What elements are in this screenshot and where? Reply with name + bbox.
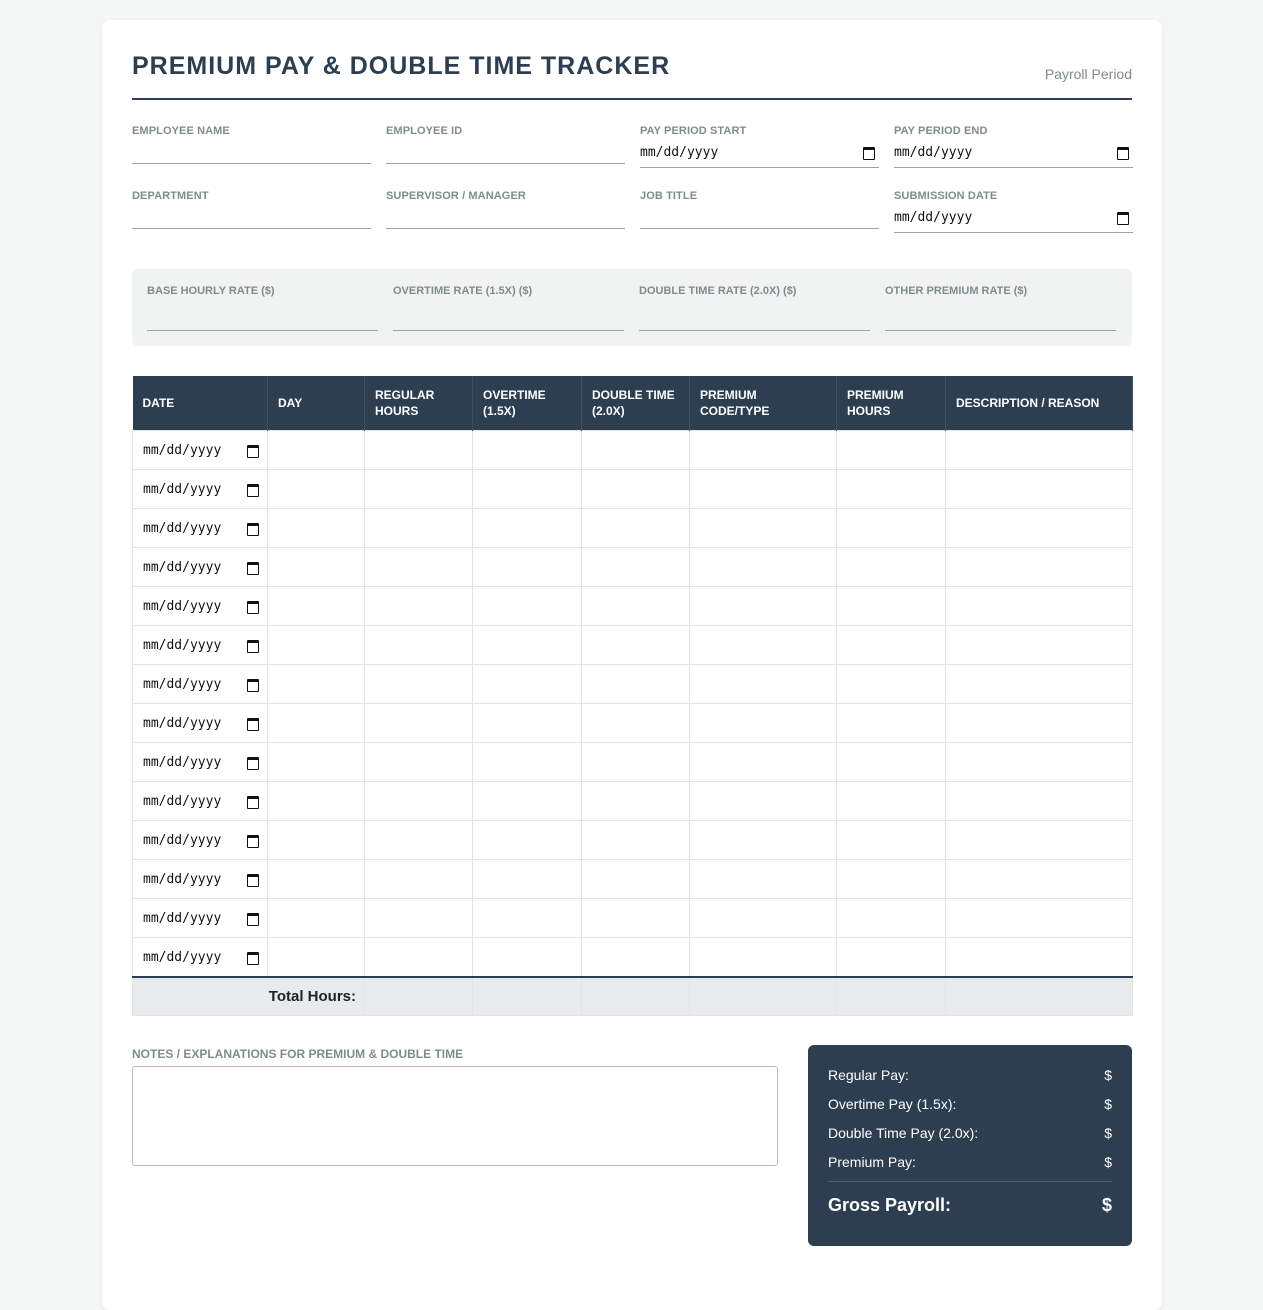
notes-label: NOTES / EXPLANATIONS FOR PREMIUM & DOUBLE TIME	[132, 1047, 464, 1061]
premium-code-cell[interactable]	[690, 587, 837, 626]
table-row	[133, 509, 1133, 548]
premium-hours-cell[interactable]	[837, 431, 946, 470]
table-row	[133, 431, 1133, 470]
day-cell[interactable]	[268, 821, 365, 860]
regular-pay-label: Regular Pay:	[828, 1067, 909, 1083]
calendar-icon[interactable]	[247, 796, 259, 809]
premium-hours-cell[interactable]	[837, 587, 946, 626]
table-row	[133, 548, 1133, 587]
premium-code-cell[interactable]	[690, 509, 837, 548]
employee-name-input[interactable]	[132, 163, 371, 164]
double-time-rate-input[interactable]	[639, 330, 870, 331]
overtime-rate-field[interactable]	[393, 285, 624, 297]
calendar-icon[interactable]	[247, 952, 259, 965]
total-double-time-hours	[582, 977, 690, 1016]
premium-hours-cell[interactable]	[837, 665, 946, 704]
calendar-icon[interactable]	[247, 913, 259, 926]
calendar-icon[interactable]	[247, 757, 259, 770]
date-cell[interactable]	[133, 782, 268, 821]
premium-hours-cell[interactable]	[837, 743, 946, 782]
overtime-hours-cell[interactable]	[473, 938, 582, 978]
description-cell[interactable]	[946, 899, 1133, 938]
total-premium-hours	[837, 977, 946, 1016]
table-row	[133, 860, 1133, 899]
employee-id-input[interactable]	[386, 163, 625, 164]
premium-hours-cell[interactable]	[837, 821, 946, 860]
col-header-regular-hours: REGULAR HOURS	[365, 376, 473, 431]
employee-id-field[interactable]	[386, 125, 625, 137]
overtime-pay-value: $	[1104, 1096, 1112, 1112]
payroll-period-label: Payroll Period	[1044, 66, 1132, 82]
double-time-hours-cell[interactable]	[582, 665, 690, 704]
col-header-premium-code: PREMIUM CODE/TYPE	[690, 376, 837, 431]
col-header-overtime: OVERTIME (1.5X)	[473, 376, 582, 431]
date-cell[interactable]	[133, 704, 268, 743]
day-cell[interactable]	[268, 938, 365, 978]
rates-panel	[132, 269, 1132, 346]
date-input-value: mm/dd/yyyy	[143, 911, 222, 926]
date-cell[interactable]	[133, 665, 268, 704]
table-row	[133, 704, 1133, 743]
employee-name-field[interactable]	[132, 125, 371, 137]
date-cell[interactable]	[133, 899, 268, 938]
premium-code-cell[interactable]	[690, 470, 837, 509]
description-cell[interactable]	[946, 821, 1133, 860]
department-field[interactable]	[132, 190, 371, 202]
regular-hours-cell[interactable]	[365, 704, 473, 743]
double-time-hours-cell[interactable]	[582, 938, 690, 978]
description-cell[interactable]	[946, 743, 1133, 782]
table-header-row	[133, 376, 1133, 431]
description-cell[interactable]	[946, 704, 1133, 743]
job-title-label: JOB TITLE	[640, 190, 698, 202]
double-time-hours-cell[interactable]	[582, 860, 690, 899]
description-cell[interactable]	[946, 431, 1133, 470]
submission-date-field[interactable]	[894, 190, 1133, 225]
pay-period-end-field[interactable]	[894, 125, 1133, 160]
premium-code-cell[interactable]	[690, 821, 837, 860]
premium-code-cell[interactable]	[690, 782, 837, 821]
date-cell[interactable]	[133, 626, 268, 665]
premium-code-cell[interactable]	[690, 704, 837, 743]
date-input-value: mm/dd/yyyy	[143, 794, 222, 809]
description-cell[interactable]	[946, 860, 1133, 899]
day-cell[interactable]	[268, 860, 365, 899]
col-header-date: DATE	[133, 376, 268, 431]
table-row	[133, 899, 1133, 938]
premium-code-cell[interactable]	[690, 860, 837, 899]
col-header-description: DESCRIPTION / REASON	[946, 376, 1133, 431]
date-input-value: mm/dd/yyyy	[143, 677, 222, 692]
description-cell[interactable]	[946, 548, 1133, 587]
date-input-value: mm/dd/yyyy	[143, 482, 222, 497]
form-header	[132, 50, 1132, 100]
date-cell[interactable]	[133, 431, 268, 470]
overtime-hours-cell[interactable]	[473, 431, 582, 470]
description-cell[interactable]	[946, 938, 1133, 978]
submission-date-value: mm/dd/yyyy	[894, 210, 973, 225]
double-time-hours-cell[interactable]	[582, 743, 690, 782]
overtime-hours-cell[interactable]	[473, 821, 582, 860]
calendar-icon[interactable]	[247, 562, 259, 575]
regular-hours-cell[interactable]	[365, 548, 473, 587]
date-cell[interactable]	[133, 587, 268, 626]
double-time-hours-cell[interactable]	[582, 548, 690, 587]
base-rate-field[interactable]	[147, 285, 378, 297]
description-cell[interactable]	[946, 665, 1133, 704]
day-cell[interactable]	[268, 587, 365, 626]
table-row	[133, 821, 1133, 860]
department-label: DEPARTMENT	[132, 190, 209, 202]
premium-hours-cell[interactable]	[837, 938, 946, 978]
date-input-value: mm/dd/yyyy	[143, 560, 222, 575]
col-header-day: DAY	[268, 376, 365, 431]
table-row	[133, 938, 1133, 978]
overtime-pay-label: Overtime Pay (1.5x):	[828, 1096, 957, 1112]
description-cell[interactable]	[946, 587, 1133, 626]
total-regular-hours	[365, 977, 473, 1016]
premium-hours-cell[interactable]	[837, 899, 946, 938]
regular-hours-cell[interactable]	[365, 509, 473, 548]
job-title-field[interactable]	[640, 190, 879, 202]
pay-period-start-value: mm/dd/yyyy	[640, 145, 719, 160]
day-cell[interactable]	[268, 665, 365, 704]
pay-summary-panel	[808, 1045, 1132, 1246]
date-cell[interactable]	[133, 821, 268, 860]
calendar-icon[interactable]	[247, 484, 259, 497]
total-premium-code	[690, 977, 837, 1016]
premium-hours-cell[interactable]	[837, 704, 946, 743]
total-description	[946, 977, 1133, 1016]
premium-code-cell[interactable]	[690, 431, 837, 470]
overtime-hours-cell[interactable]	[473, 587, 582, 626]
overtime-hours-cell[interactable]	[473, 704, 582, 743]
description-cell[interactable]	[946, 509, 1133, 548]
employee-id-label: EMPLOYEE ID	[386, 125, 463, 137]
submission-date-label: SUBMISSION DATE	[894, 190, 998, 202]
overtime-hours-cell[interactable]	[473, 743, 582, 782]
double-time-hours-cell[interactable]	[582, 899, 690, 938]
calendar-icon[interactable]	[247, 640, 259, 653]
day-cell[interactable]	[268, 548, 365, 587]
calendar-icon[interactable]	[247, 601, 259, 614]
day-cell[interactable]	[268, 626, 365, 665]
regular-hours-cell[interactable]	[365, 431, 473, 470]
overtime-hours-cell[interactable]	[473, 860, 582, 899]
gross-payroll-value: $	[1101, 1195, 1112, 1215]
total-overtime-hours	[473, 977, 582, 1016]
table-row	[133, 743, 1133, 782]
pay-period-end-value: mm/dd/yyyy	[894, 145, 973, 160]
double-time-pay-value: $	[1104, 1125, 1112, 1141]
base-rate-label: BASE HOURLY RATE ($)	[147, 285, 275, 297]
double-time-rate-label: DOUBLE TIME RATE (2.0X) ($)	[639, 285, 797, 297]
summary-divider	[828, 1181, 1112, 1182]
table-row	[133, 665, 1133, 704]
date-input-value: mm/dd/yyyy	[143, 599, 222, 614]
page-title: PREMIUM PAY & DOUBLE TIME TRACKER	[132, 52, 671, 80]
pay-period-start-input[interactable]	[640, 143, 879, 168]
calendar-icon[interactable]	[247, 874, 259, 887]
regular-hours-cell[interactable]	[365, 626, 473, 665]
premium-code-cell[interactable]	[690, 743, 837, 782]
date-input-value: mm/dd/yyyy	[143, 638, 222, 653]
description-cell[interactable]	[946, 782, 1133, 821]
date-input-value: mm/dd/yyyy	[143, 872, 222, 887]
overtime-hours-cell[interactable]	[473, 899, 582, 938]
regular-hours-cell[interactable]	[365, 782, 473, 821]
premium-pay-label: Premium Pay:	[828, 1154, 916, 1170]
overtime-hours-cell[interactable]	[473, 626, 582, 665]
premium-pay-value: $	[1104, 1154, 1112, 1170]
department-input[interactable]	[132, 228, 371, 229]
day-cell[interactable]	[268, 470, 365, 509]
table-row	[133, 782, 1133, 821]
other-premium-rate-input[interactable]	[885, 330, 1116, 331]
supervisor-field[interactable]	[386, 190, 625, 202]
employee-name-label: EMPLOYEE NAME	[132, 125, 230, 137]
col-header-premium-hours: PREMIUM HOURS	[837, 376, 946, 431]
premium-hours-cell[interactable]	[837, 509, 946, 548]
regular-hours-cell[interactable]	[365, 587, 473, 626]
col-header-double-time: DOUBLE TIME (2.0X)	[582, 376, 690, 431]
pay-period-end-label: PAY PERIOD END	[894, 125, 988, 137]
day-cell[interactable]	[268, 704, 365, 743]
day-cell[interactable]	[268, 899, 365, 938]
calendar-icon[interactable]	[247, 445, 259, 458]
day-cell[interactable]	[268, 509, 365, 548]
date-input-value: mm/dd/yyyy	[143, 716, 222, 731]
regular-hours-cell[interactable]	[365, 470, 473, 509]
double-time-hours-cell[interactable]	[582, 509, 690, 548]
date-input-value: mm/dd/yyyy	[143, 755, 222, 770]
double-time-hours-cell[interactable]	[582, 470, 690, 509]
pay-period-start-field[interactable]	[640, 125, 879, 160]
regular-hours-cell[interactable]	[365, 743, 473, 782]
job-title-input[interactable]	[640, 228, 879, 229]
overtime-rate-input[interactable]	[393, 330, 624, 331]
double-time-pay-label: Double Time Pay (2.0x):	[828, 1125, 979, 1141]
day-cell[interactable]	[268, 431, 365, 470]
hours-table	[132, 376, 1133, 1016]
double-time-hours-cell[interactable]	[582, 821, 690, 860]
pay-period-start-label: PAY PERIOD START	[640, 125, 747, 137]
description-cell[interactable]	[946, 470, 1133, 509]
base-rate-input[interactable]	[147, 330, 378, 331]
premium-hours-cell[interactable]	[837, 548, 946, 587]
date-cell[interactable]	[133, 743, 268, 782]
total-row	[133, 977, 1133, 1016]
double-time-hours-cell[interactable]	[582, 587, 690, 626]
calendar-icon[interactable]	[1117, 147, 1129, 160]
regular-pay-value: $	[1104, 1067, 1112, 1083]
date-input-value: mm/dd/yyyy	[143, 833, 222, 848]
date-input-value: mm/dd/yyyy	[143, 950, 222, 965]
day-cell[interactable]	[268, 782, 365, 821]
pay-period-end-input[interactable]	[894, 143, 1133, 168]
regular-hours-cell[interactable]	[365, 860, 473, 899]
premium-hours-cell[interactable]	[837, 470, 946, 509]
double-time-hours-cell[interactable]	[582, 782, 690, 821]
other-premium-rate-field[interactable]	[885, 285, 1116, 297]
date-input-value: mm/dd/yyyy	[143, 521, 222, 536]
overtime-hours-cell[interactable]	[473, 548, 582, 587]
supervisor-label: SUPERVISOR / MANAGER	[386, 190, 526, 202]
calendar-icon[interactable]	[247, 679, 259, 692]
overtime-hours-cell[interactable]	[473, 782, 582, 821]
premium-code-cell[interactable]	[690, 665, 837, 704]
date-cell[interactable]	[133, 470, 268, 509]
table-row	[133, 470, 1133, 509]
table-row	[133, 626, 1133, 665]
overtime-hours-cell[interactable]	[473, 470, 582, 509]
date-cell[interactable]	[133, 548, 268, 587]
premium-code-cell[interactable]	[690, 626, 837, 665]
regular-hours-cell[interactable]	[365, 665, 473, 704]
day-cell[interactable]	[268, 743, 365, 782]
double-time-hours-cell[interactable]	[582, 431, 690, 470]
calendar-icon[interactable]	[247, 835, 259, 848]
date-cell[interactable]	[133, 509, 268, 548]
regular-hours-cell[interactable]	[365, 899, 473, 938]
calendar-icon[interactable]	[863, 147, 875, 160]
calendar-icon[interactable]	[247, 523, 259, 536]
premium-hours-cell[interactable]	[837, 782, 946, 821]
description-cell[interactable]	[946, 626, 1133, 665]
premium-hours-cell[interactable]	[837, 860, 946, 899]
premium-hours-cell[interactable]	[837, 626, 946, 665]
tracker-form	[102, 20, 1162, 1310]
overtime-rate-label: OVERTIME RATE (1.5X) ($)	[393, 285, 533, 297]
regular-hours-cell[interactable]	[365, 821, 473, 860]
other-premium-rate-label: OTHER PREMIUM RATE ($)	[885, 285, 1028, 297]
notes-textarea[interactable]	[132, 1066, 778, 1166]
premium-code-cell[interactable]	[690, 548, 837, 587]
overtime-hours-cell[interactable]	[473, 665, 582, 704]
table-row	[133, 587, 1133, 626]
submission-date-input[interactable]	[894, 208, 1133, 233]
calendar-icon[interactable]	[1117, 212, 1129, 225]
date-cell[interactable]	[133, 860, 268, 899]
regular-hours-cell[interactable]	[365, 938, 473, 978]
premium-code-cell[interactable]	[690, 899, 837, 938]
date-cell[interactable]	[133, 938, 268, 978]
total-hours-label: Total Hours:	[133, 977, 365, 1016]
double-time-hours-cell[interactable]	[582, 626, 690, 665]
overtime-hours-cell[interactable]	[473, 509, 582, 548]
double-time-rate-field[interactable]	[639, 285, 870, 297]
date-input-value: mm/dd/yyyy	[143, 443, 222, 458]
supervisor-input[interactable]	[386, 228, 625, 229]
premium-code-cell[interactable]	[690, 938, 837, 978]
double-time-hours-cell[interactable]	[582, 704, 690, 743]
gross-payroll-label: Gross Payroll:	[828, 1195, 952, 1215]
calendar-icon[interactable]	[247, 718, 259, 731]
